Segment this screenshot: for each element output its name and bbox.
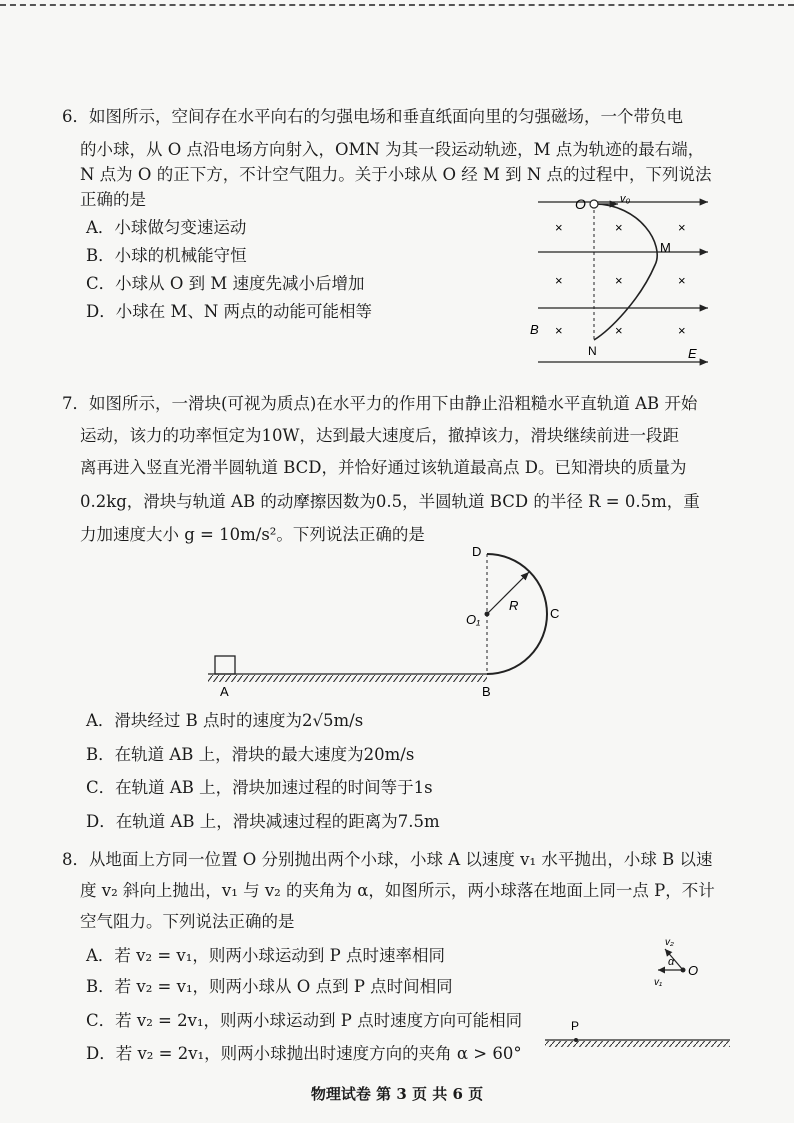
cross-mark: × [555, 220, 563, 235]
q6-field-figure [520, 190, 720, 370]
q8-option-c[interactable]: C．若 v₂ = 2v₁，则两小球运动到 P 点时速度方向可能相同 [86, 1011, 523, 1030]
cross-mark: × [615, 323, 623, 338]
q7-track-figure [200, 540, 600, 700]
q6-option-d[interactable]: D．小球在 M、N 两点的动能可能相等 [86, 302, 373, 321]
q8-option-b[interactable]: B．若 v₂ = v₁，则两小球从 O 点到 P 点时间相同 [86, 977, 453, 996]
q8-line-1: 8．从地面上方同一位置 O 分别抛出两个小球，小球 A 以速度 v₁ 水平抛出，小球 B 以速 [62, 850, 713, 869]
q7-line-3: 离再进入竖直光滑半圆轨道 BCD，并恰好通过该轨道最高点 D。已知滑块的质量为 [80, 458, 687, 477]
q7-option-a[interactable]: A．滑块经过 B 点时的速度为2√5m/s [86, 711, 364, 730]
q8-line-3: 空气阻力。下列说法正确的是 [80, 912, 295, 931]
label-o1: O₁ [466, 612, 481, 627]
label-c: C [550, 606, 560, 621]
q6-option-b[interactable]: B．小球的机械能守恒 [86, 246, 247, 265]
label-b: B [530, 322, 539, 337]
cross-mark: × [678, 323, 686, 338]
q7-line-4: 0.2kg，滑块与轨道 AB 的动摩擦因数为0.5，半圆轨道 BCD 的半径 R = 0.5m，重 [80, 492, 700, 511]
q7-line-1: 7．如图所示，一滑块(可视为质点)在水平力的作用下由静止沿粗糙水平直轨道 AB 开始 [62, 394, 698, 413]
label-alpha: α [668, 956, 675, 968]
q7-line-2: 运动，该力的功率恒定为10W，达到最大速度后，撤掉该力，滑块继续前进一段距 [80, 426, 679, 445]
label-r: R [509, 598, 519, 613]
label-p: P [571, 1019, 580, 1033]
trajectory-curve [594, 204, 657, 340]
q6-option-a[interactable]: A．小球做匀变速运动 [86, 218, 247, 237]
page-footer: 物理试卷 第 3 页 共 6 页 [310, 1085, 484, 1103]
q8-projectile-figure [540, 925, 740, 1055]
q7-option-c[interactable]: C．在轨道 AB 上，滑块加速过程的时间等于1s [86, 778, 433, 797]
track-hatching [208, 675, 487, 682]
slider-block [215, 656, 235, 674]
radius-arrow [487, 572, 529, 614]
label-v2: v₂ [665, 937, 674, 948]
label-b: B [482, 684, 491, 699]
cross-mark: × [678, 273, 686, 288]
label-e: E [688, 346, 697, 361]
q6-line-2: 的小球，从 O 点沿电场方向射入，OMN 为其一段运动轨迹，M 点为轨迹的最右端， [80, 140, 705, 159]
cross-mark: × [615, 273, 623, 288]
page-top-cut-line [0, 4, 794, 6]
q7-line-5: 力加速度大小 g = 10m/s²。下列说法正确的是 [80, 525, 425, 544]
label-v0: v₀ [620, 193, 631, 205]
q8-line-2: 度 v₂ 斜向上抛出，v₁ 与 v₂ 的夹角为 α，如图所示，两小球落在地面上同一点 P，不计 [80, 881, 715, 900]
label-m: M [660, 240, 671, 255]
cross-mark: × [678, 220, 686, 235]
label-d: D [472, 544, 482, 559]
label-v1: v₁ [654, 977, 663, 988]
label-a: A [220, 684, 229, 699]
semicircle-track-bcd [487, 554, 547, 674]
label-n: N [588, 344, 597, 358]
label-o: O [575, 196, 586, 212]
q7-option-d[interactable]: D．在轨道 AB 上，滑块减速过程的距离为7.5m [86, 812, 440, 831]
q8-option-a[interactable]: A．若 v₂ = v₁，则两小球运动到 P 点时速率相同 [86, 946, 445, 965]
cross-mark: × [555, 273, 563, 288]
q7-option-b[interactable]: B．在轨道 AB 上，滑块的最大速度为20m/s [86, 745, 415, 764]
q6-line-1: 6．如图所示，空间存在水平向右的匀强电场和垂直纸面向里的匀强磁场，一个带负电 [62, 107, 683, 126]
ball-icon [590, 200, 598, 208]
q6-option-c[interactable]: C．小球从 O 到 M 速度先减小后增加 [86, 274, 365, 293]
q6-line-4: 正确的是 [80, 190, 146, 209]
ground-hatching [545, 1041, 730, 1047]
cross-mark: × [615, 220, 623, 235]
q6-line-3: N 点为 O 的正下方，不计空气阻力。关于小球从 O 经 M 到 N 点的过程中，下列说法 [80, 165, 712, 184]
q8-option-d[interactable]: D．若 v₂ = 2v₁，则两小球抛出时速度方向的夹角 α > 60° [86, 1044, 522, 1063]
label-o: O [688, 963, 699, 978]
cross-mark: × [555, 323, 563, 338]
